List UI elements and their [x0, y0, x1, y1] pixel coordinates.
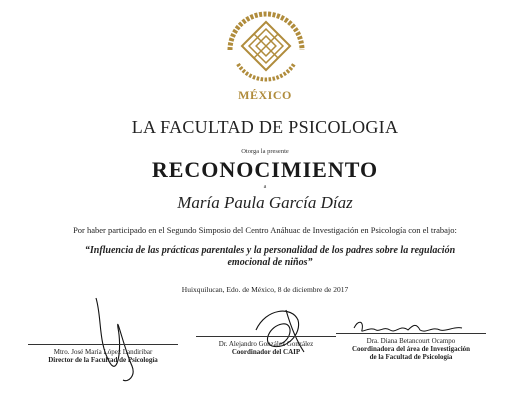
to-text: a	[263, 184, 267, 190]
signatory-role: Director de la Facultad de Psicología	[48, 356, 158, 364]
location-label: MÉXICO	[238, 88, 292, 102]
signature-block-research	[336, 333, 486, 373]
signature-line	[196, 336, 336, 337]
signatory-role: Coordinador del CAIP	[231, 348, 301, 356]
signatory-name: Dra. Diana Betancourt Ocampo	[366, 337, 456, 345]
signature-block-coordinator	[196, 336, 336, 366]
work-title: “Influencia de las prácticas parentales y la personalidad de los padres sobre la regulación emocional de niños”	[84, 245, 456, 268]
signature-line	[336, 333, 486, 334]
recipient-name: María Paula García Díaz	[177, 193, 353, 212]
signature-block-director	[28, 344, 178, 374]
faculty-heading: LA FACULTAD DE PSICOLOGIA	[131, 117, 399, 137]
signatory-role-line2: de la Facultad de Psicología	[369, 353, 453, 361]
university-seal-logo	[216, 4, 316, 88]
reason-text: Por haber participado en el Segundo Simposio del Centro Anáhuac de Investigación en Psicología con el trabajo:	[73, 225, 457, 235]
signatory-role: Coordinadora del área de Investigación	[351, 345, 471, 353]
signatory-name: Dr. Alejandro González González	[218, 340, 314, 348]
grants-text: Otorga la presente	[241, 148, 289, 155]
certificate-title: RECONOCIMIENTO	[151, 157, 379, 182]
signature-line	[28, 344, 178, 345]
place-date: Huixquilucan, Edo. de México, 8 de diciembre de 2017	[181, 285, 349, 294]
signatory-name: Mtro. José María López Landiribar	[53, 348, 153, 356]
